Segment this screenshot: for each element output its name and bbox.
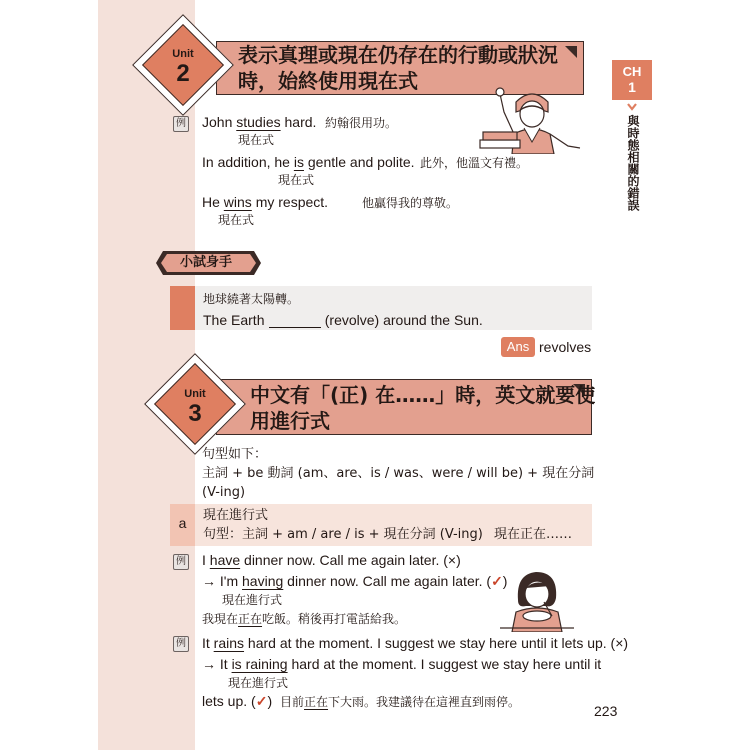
page-number: 223 <box>594 703 618 719</box>
practice-box-side <box>170 286 195 330</box>
chapter-label: CH <box>622 64 642 79</box>
example-sentence: In addition, he is gentle and polite. <box>202 154 415 170</box>
example-tag: 例 <box>173 636 189 652</box>
tense-gloss: 現在式 <box>218 213 255 227</box>
girl-eating-illustration <box>496 566 578 632</box>
unit3-label: Unit <box>184 388 206 400</box>
example-tag: 例 <box>173 116 189 132</box>
example-sentence: He wins my respect. <box>202 194 329 210</box>
chapter-number: 1 <box>628 79 636 95</box>
tense-gloss: 現在進行式 <box>228 676 289 690</box>
pattern-intro-line: 主詞 + be 動詞 (am、are、is / was、were / will be) + 現在分詞 <box>202 466 595 481</box>
chapter-vertical-title: 與時態相關的錯誤 <box>626 115 640 211</box>
pattern-letter: a <box>178 515 187 531</box>
unit3-number: 3 <box>188 400 202 427</box>
example-tag: 例 <box>173 554 189 570</box>
tense-gloss: 現在進行式 <box>222 593 283 607</box>
practice-heading: 小試身手 <box>180 255 233 270</box>
wrong-sentence: It rains hard at the moment. I suggest we stay here until it lets up. (×) <box>202 635 629 651</box>
answer-blank[interactable] <box>269 327 321 328</box>
chapter-tab[interactable] <box>612 60 652 100</box>
unit2-number: 2 <box>176 60 190 87</box>
pattern-meaning: 現在正在…… <box>494 527 573 542</box>
example-translation: 約翰很用功。 <box>325 116 398 130</box>
check-icon: ✓ <box>255 693 268 709</box>
unit2-title-line1: 表示真理或現在仍存在的行動或狀況 <box>238 43 558 67</box>
unit2-label: Unit <box>172 48 194 60</box>
pattern-formula: 句型：主詞 + am / are / is + 現在分詞 (V-ing) <box>203 527 483 542</box>
pattern-intro-line: 句型如下： <box>202 447 268 462</box>
unit2-title-line2: 時，始終使用現在式 <box>238 69 418 93</box>
example-translation: 目前正在下大雨。我建議待在這裡直到雨停。 <box>280 695 521 709</box>
correct-sentence: → I'm having dinner now. Call me again later. (✓) <box>202 573 508 589</box>
books-illustration <box>478 128 522 150</box>
example-sentence: John studies hard. <box>202 114 317 130</box>
example-translation: 我現在正在吃飯。稍後再打電話給我。 <box>202 612 407 626</box>
pattern-title: 現在進行式 <box>203 508 269 523</box>
correct-sentence-continued: lets up. (✓) <box>202 693 273 709</box>
wrong-sentence: I have dinner now. Call me again later. (×) <box>202 552 461 568</box>
answer-badge: Ans <box>501 337 535 357</box>
correct-sentence: → It is raining hard at the moment. I suggest we stay here until it <box>202 656 602 672</box>
example-translation: 此外，他溫文有禮。 <box>420 156 529 170</box>
practice-answer: revolves <box>539 339 592 355</box>
unit2-badge <box>140 22 226 108</box>
unit3-badge <box>152 361 238 447</box>
check-icon: ✓ <box>491 573 503 589</box>
unit3-title-line2: 用進行式 <box>250 409 330 433</box>
practice-question-zh: 地球繞著太陽轉。 <box>203 292 300 306</box>
tense-gloss: 現在式 <box>238 133 275 147</box>
chevron-down-icon <box>627 103 637 111</box>
practice-question-en: The Earth (revolve) around the Sun. <box>203 312 483 328</box>
unit3-title-line1: 中文有「(正) 在……」時，英文就要使 <box>250 383 596 407</box>
tense-gloss: 現在式 <box>278 173 315 187</box>
example-translation: 他贏得我的尊敬。 <box>362 196 459 210</box>
pattern-intro-line: (V-ing) <box>202 485 246 500</box>
